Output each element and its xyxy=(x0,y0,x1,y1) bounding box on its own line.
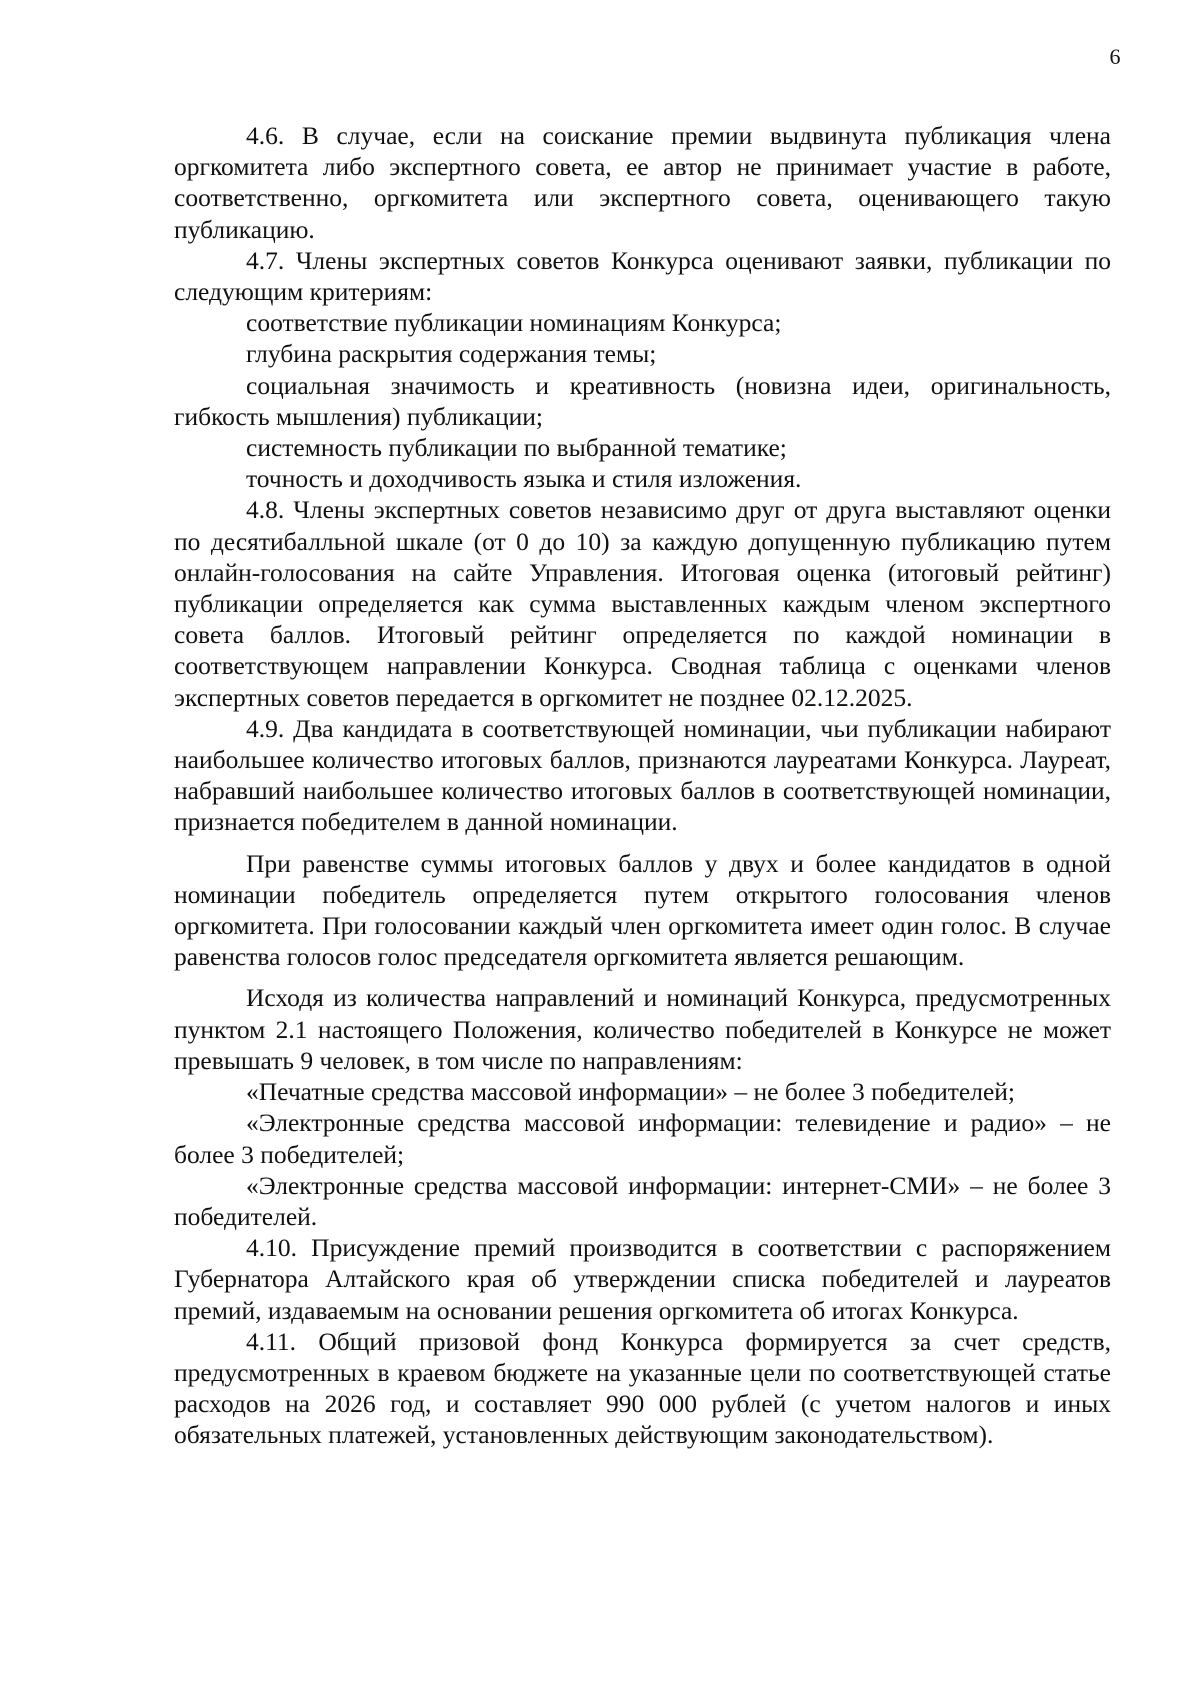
direction-item-print: «Печатные средства массовой информации» – не более 3 победителей; xyxy=(246,1077,1015,1107)
paragraph-4-8: 4.8. Члены экспертных советов независимо друг от друга выставляют оценки по десятибалльной шкале (от 0 до 10) за каждую допущенную публикацию путем онлайн-голосования на сайте Управления. Итоговая оценка (итоговый рейтинг) публикации определяется как сумма выставленных каждым членом экспертного совета баллов. Итоговый рейтинг определяется по каждой номинации в соответствующем направлении Конкурса. Сводная таблица с оценками членов экспертных советов передается в оргкомитет не позднее 02.12.2025. xyxy=(174,495,1111,712)
paragraph-winner-limit: Исходя из количества направлений и номинаций Конкурса, предусмотренных пунктом 2.1 настоящего Положения, количество победителей в Конкурсе не может превышать 9 человек, в том числе по направлениям: xyxy=(174,983,1111,1075)
criteria-item: соответствие публикации номинациям Конкурса; xyxy=(246,308,782,338)
criteria-item: социальная значимость и креативность (новизна идеи, оригинальность, гибкость мышления) публикации; xyxy=(174,370,1111,431)
paragraph-4-9: 4.9. Два кандидата в соответствующей номинации, чьи публикации набирают наибольшее количество итоговых баллов, признаются лауреатами Конкурса. Лауреат, набравший наибольшее количество итоговых баллов в соответствующей номинации, признается победителем в данной номинации. xyxy=(174,713,1111,837)
paragraph-4-11: 4.11. Общий призовой фонд Конкурса формируется за счет средств, предусмотренных в краевом бюджете на указанные цели по соответствующей статье расходов на 2026 год, и составляет 990 000 рублей (с учетом налогов и иных обязательных платежей, установленных действующим законодательством). xyxy=(174,1326,1111,1450)
paragraph-4-10: 4.10. Присуждение премий производится в соответствии с распоряжением Губернатора Алтайского края об утверждении списка победителей и лауреатов премий, издаваемым на основании решения оргкомитета об итогах Конкурса. xyxy=(174,1233,1111,1325)
direction-item-tv-radio: «Электронные средства массовой информации: телевидение и радио» – не более 3 победителей; xyxy=(174,1108,1111,1169)
paragraph-4-6: 4.6. В случае, если на соискание премии выдвинута публикация члена оргкомитета либо экспертного совета, ее автор не принимает участие в работе, соответственно, оргкомитета или экспертного совета, оценивающего такую публикацию. xyxy=(174,121,1111,244)
document-body xyxy=(174,120,1111,1451)
paragraph-4-7: 4.7. Члены экспертных советов Конкурса оценивают заявки, публикации по следующим критериям: xyxy=(174,245,1111,307)
criteria-item: системность публикации по выбранной тематике; xyxy=(246,433,787,463)
direction-item-internet: «Электронные средства массовой информации: интернет-СМИ» – не более 3 победителей. xyxy=(174,1170,1111,1231)
criteria-item: глубина раскрытия содержания темы; xyxy=(246,339,657,369)
page-number: 6 xyxy=(1109,44,1121,69)
paragraph-tie-rule: При равенстве суммы итоговых баллов у двух и более кандидатов в одной номинации победитель определяется путем открытого голосования членов оргкомитета. При голосовании каждый член оргкомитета имеет один голос. В случае равенства голосов голос председателя оргкомитета является решающим. xyxy=(174,848,1111,972)
criteria-item: точность и доходчивость языка и стиля изложения. xyxy=(246,464,802,494)
